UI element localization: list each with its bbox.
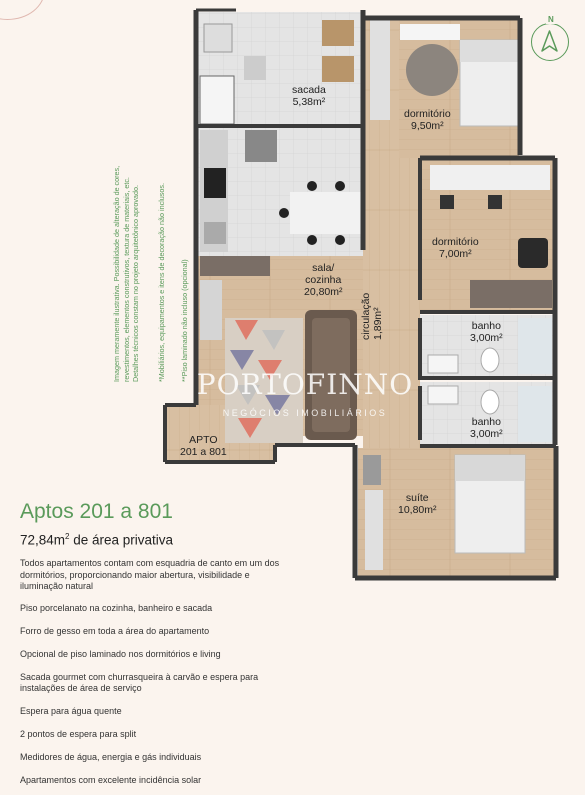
- page-title: Aptos 201 a 801: [20, 500, 173, 523]
- vanity-1: [428, 355, 458, 373]
- room-apto-name: APTO: [189, 434, 218, 446]
- vanity-2: [428, 386, 458, 404]
- feature-item: Opcional de piso laminado nos dormitórios e living: [20, 648, 221, 659]
- armchair: [518, 238, 548, 268]
- watermark-brand: PORTOFINNO: [196, 368, 414, 401]
- feature-item: Apartamentos com excelente incidência solar: [20, 775, 202, 785]
- room-suite-name: suíte: [405, 492, 429, 504]
- room-dormitorio-1: [404, 108, 451, 132]
- oven-column: [200, 280, 222, 340]
- room-suite: [398, 492, 437, 516]
- feature-item: Piso porcelanato na cozinha, banheiro e sacada: [20, 602, 213, 613]
- sacada-chair-2: [322, 56, 354, 82]
- room-sala: [304, 262, 343, 298]
- north-arrow-icon: [532, 24, 567, 59]
- area-value: 72,84m: [20, 532, 66, 548]
- shower-1: [518, 318, 552, 374]
- kitchen-island: [200, 256, 270, 276]
- suite-wardrobe: [365, 490, 383, 570]
- room-sacada-area: 5,38m²: [292, 96, 326, 108]
- room-dormitorio-2: [432, 236, 479, 260]
- toilet-1: [481, 348, 499, 372]
- feature-item: Espera para água quente: [20, 706, 122, 716]
- toilet-2: [481, 390, 499, 414]
- room-banho-2-area: 3,00m²: [470, 428, 503, 440]
- sink: [204, 222, 226, 244]
- bbq: [200, 76, 234, 124]
- washing-machine: [204, 24, 232, 52]
- fridge: [245, 130, 277, 162]
- disclaimer-line-3: Detalhes técnicos constam no projeto arquitetônico aprovado.: [131, 185, 140, 382]
- area-sup: 2: [65, 532, 70, 541]
- sacada-chair-1: [322, 20, 354, 46]
- room-sacada-name: sacada: [292, 84, 326, 96]
- desk-1: [400, 24, 460, 40]
- room-dormitorio-1-area: 9,50m²: [411, 120, 444, 132]
- feature-item: 2 pontos de espera para split: [20, 729, 137, 739]
- feature-list: [20, 558, 290, 795]
- area-text: [20, 532, 173, 548]
- room-circulacao: [360, 260, 384, 340]
- room-sala-name: sala/: [312, 262, 335, 274]
- feature-item: Sacada gourmet com churrasqueira à carvão e espera para instalações de área de serviço: [20, 671, 259, 693]
- room-banho-1-area: 3,00m²: [470, 332, 503, 344]
- watermark-subtitle: NEGÓCIOS IMOBILIÁRIOS: [222, 408, 388, 418]
- dining-table: [290, 192, 362, 234]
- room-apto: [180, 434, 227, 458]
- cooktop: [204, 168, 226, 198]
- north-indicator: [530, 15, 572, 63]
- compass-circle: [531, 23, 569, 61]
- room-dormitorio-2-area: 7,00m²: [439, 248, 472, 260]
- room-circulacao-area: 1,89m²: [372, 307, 384, 340]
- room-dormitorio-2-name: dormitório: [432, 236, 479, 248]
- wardrobe-1: [370, 20, 390, 120]
- desk-2: [430, 165, 550, 190]
- feature-item: Forro de gesso em toda a área do apartamento: [20, 625, 210, 636]
- disclaimer-laminate: **Piso laminado não incluso (opcional): [180, 259, 189, 382]
- round-rug: [406, 44, 458, 96]
- room-dormitorio-1-name: dormitório: [404, 108, 451, 120]
- area-suffix: de área privativa: [69, 532, 174, 548]
- room-banho-2-name: banho: [471, 416, 501, 428]
- room-sala-area: 20,80m²: [304, 286, 343, 298]
- room-sala-name2: cozinha: [305, 274, 342, 286]
- disclaimer-furniture: *Mobiliários, equipamentos e itens de decoração não inclusos.: [157, 183, 166, 382]
- room-circulacao-name: circulação: [360, 292, 372, 340]
- room-sacada: [292, 84, 326, 108]
- room-suite-area: 10,80m²: [398, 504, 437, 516]
- feature-item: Todos apartamentos contam com esquadria de canto em um dos dormitórios, proporcionando maior abertura, visibilidade e iluminação natural: [20, 558, 280, 591]
- room-banho-1: [470, 320, 503, 344]
- room-banho-1-name: banho: [471, 320, 501, 332]
- room-apto-range: 201 a 801: [180, 446, 227, 458]
- room-banho-2: [470, 416, 503, 440]
- tank: [244, 56, 266, 80]
- shower-2: [518, 386, 552, 442]
- disclaimer-notes: [112, 166, 141, 382]
- disclaimer-line-2: revestimentos, elementos construtivos, textura de materiais, etc.: [121, 177, 131, 382]
- feature-item: Medidores de água, energia e gás individuais: [20, 752, 202, 762]
- wardrobe-2: [470, 280, 552, 308]
- disclaimer-line-1: Imagem meramente ilustrativa. Possibilidade de alteração de cores,: [112, 165, 121, 382]
- north-letter: N: [548, 15, 554, 24]
